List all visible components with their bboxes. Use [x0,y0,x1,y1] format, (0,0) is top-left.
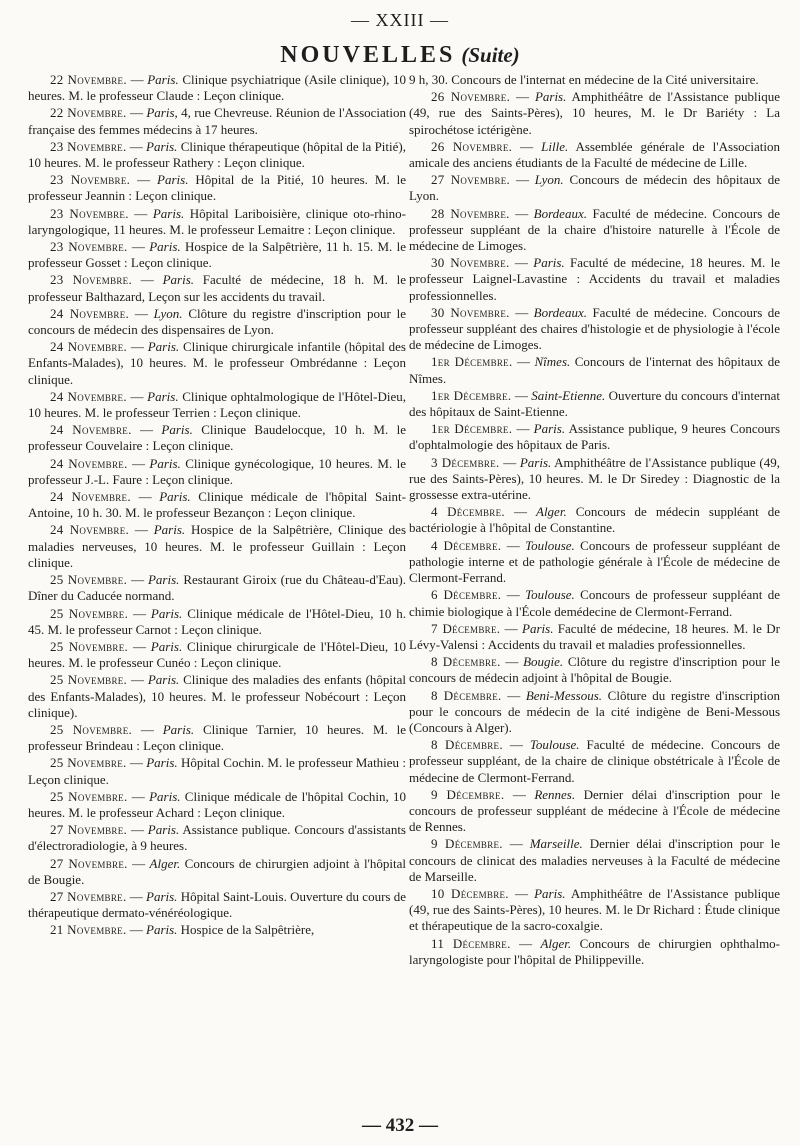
entry-city: Paris. [533,255,565,271]
entry-text: Concours de chirurgien ophthalmo-laryngologiste pour l'hôpital de Philippeville. [409,935,781,967]
entry-text: Faculté de médecine. Concours de professeur suppléant des chaires d'histologie et de physiologie à l'école de médecine de Limoges. [409,304,780,353]
news-entry [28,889,406,921]
entry-separator: — [127,672,148,688]
entry-date: 25 Novembre. [50,672,128,688]
right-column [409,72,780,969]
entry-text: Concours de professeur suppléant de pathologie interne et de pathologie générale à l'École de médecine de Clermont-Ferrand. [409,537,781,586]
entry-date: 23 Novembre. [50,138,127,154]
entry-city: Paris. [147,339,180,355]
entry-text: Faculté de médecine, 18 heures. M. le professeur Laignel-Lavastine : Accidents du travail et maladies professionnelles. [409,255,780,303]
entry-separator: — [512,354,535,370]
news-entry [28,139,406,171]
news-entry [409,936,780,968]
entry-city: Paris. [533,421,566,437]
entry-separator: — [126,888,147,904]
news-entry [28,856,406,888]
news-entry [409,206,780,255]
entry-separator: — [501,537,526,553]
entry-city: Paris. [146,755,178,771]
entry-city: Paris. [150,605,183,621]
entry-date: 8 Décembre. [431,687,502,703]
entry-separator: — [127,239,150,255]
entry-city: Paris. [152,205,185,221]
entry-separator: — [501,587,526,603]
entry-city: Paris. [147,388,179,404]
entry-separator: — [129,305,154,321]
news-entry [28,239,406,271]
entry-text: Clinique médicale de l'hôpital Cochin, 10 heures. M. le professeur Achard : Leçon clinique. [28,788,407,820]
entry-date: 11 Décembre. [431,935,511,951]
entry-date: 1er Décembre. [431,354,513,370]
entry-city: Alger. [540,935,572,951]
section-heading [0,42,800,69]
entry-city: Marseille. [529,836,583,852]
entry-city: Paris, [146,105,178,121]
entry-text: Clinique gynécologique, 10 heures. M. le professeur J.-L. Faure : Leçon clinique. [28,455,407,487]
news-entry [409,388,780,420]
entry-date: 23 Novembre. [50,239,128,255]
entry-date: 23 Novembre. [50,205,129,221]
entry-date: 30 Novembre. [431,255,510,271]
news-entry [409,587,780,619]
entry-separator: — [127,855,150,871]
news-entry [28,522,406,571]
entry-text: Amphithéâtre de l'Assistance publique (49, rue des Saints-Pères), 10 heures. M. le Dr Richard : Étude clinique et thérapeutique de la sacro-coxalgie. [409,885,781,934]
entry-text: Concours de chirurgien adjoint à l'hôpital de Bougie. [28,855,406,887]
news-entry [28,822,406,854]
entry-text: Concours de médecin suppléant de bactériologie à l'hôpital de Constantine. [409,504,780,536]
entry-text: Assemblée générale de l'Association amicale des anciens étudiants de la Faculté de médecine de Lille. [409,138,780,171]
entry-date: 24 Novembre. [50,305,130,321]
news-entry [28,922,406,938]
left-column [28,72,406,940]
entry-text: Clinique Baudelocque, 10 h. M. le professeur Couvelaire : Leçon clinique. [28,422,406,454]
news-entry [28,755,406,787]
entry-separator: — [504,504,536,520]
entry-city: Paris. [159,489,191,505]
entry-city: Bordeaux. [533,205,587,221]
entry-city: Paris. [519,454,552,470]
news-entry [28,206,406,238]
page-number: — 432 — [362,1115,438,1136]
entry-text: Hôpital Cochin. M. le professeur Mathieu : Leçon clinique. [28,755,406,787]
entry-city: Paris. [147,72,179,87]
entry-text: Clinique chirurgicale infantile (hôpital des Enfants-Malades), 10 heures. M. le professeur Ombrédanne : Leçon clinique. [28,339,406,387]
news-entry [28,639,406,671]
entry-separator: — [509,255,534,271]
news-entry [28,672,406,721]
entry-text: Restaurant Giroix (rue du Château-d'Eau). Dîner du Caducée normand. [28,572,406,604]
news-entry [28,306,406,338]
entry-text: Amphithéâtre de l'Assistance publique (49, rue des Saints-Pères), 10 heures. M. le Dr Siredey : Diagnostic de la grossesse extra-utérine. [409,454,781,503]
entry-separator: — [502,737,530,753]
entry-city: Beni-Messous. [525,687,603,703]
entry-text: Clinique ophtalmologique de l'Hôtel-Dieu, 10 heures. M. le professeur Terrien : Leçon clinique. [28,388,406,421]
entry-text: Amphithéâtre de l'Assistance publique (49, rue des Saints-Pères), 10 heures, M. le Dr Bariéty : La spirochétose ictérigène. [409,89,781,137]
entry-text: 4, rue Chevreuse. Réunion de l'Association française des femmes médecins à 17 heures. [28,105,407,137]
news-entry [409,836,780,885]
entry-text: Assistance publique. Concours d'assistants d'électroradiologie, à 9 heures. [28,822,406,854]
entry-city: Paris. [146,138,178,154]
section-subtitle: (Suite) [461,43,520,67]
entry-separator: — [132,721,163,737]
news-entry [409,172,780,204]
entry-date: 8 Décembre. [431,737,503,753]
entry-date: 23 Novembre. [50,272,133,288]
entry-city: Paris. [146,922,178,938]
entry-city: Paris. [534,89,567,105]
entry-city: Paris. [149,455,181,471]
news-entry [28,489,406,521]
entry-separator: — [126,105,147,121]
entry-date: 30 Novembre. [431,304,510,320]
entry-date: 26 Novembre. [431,138,513,154]
entry-date: 25 Novembre. [50,572,128,588]
news-entry [28,722,406,754]
news-entry [409,654,780,686]
entry-city: Paris. [147,672,180,688]
entry-separator: — [500,620,523,636]
entry-separator: — [512,421,534,437]
entry-text: Dernier délai d'inscription pour le concours de professeur suppléant de médecine à l'École de médecine de Rennes. [409,786,780,835]
entry-city: Toulouse. [525,587,575,603]
news-entry [409,354,780,386]
entry-text: Clôture du registre d'inscription pour le concours de médecin adjoint à l'hôpital de Bougie. [409,654,780,686]
news-entry [28,272,406,304]
entry-text: Dernier délai d'inscription pour le concours de clinicat des maladies nerveuses à la Faculté de médecine de Marseille. [409,836,781,884]
entry-separator: — [126,388,148,404]
entry-separator: — [511,387,532,403]
section-title: NOUVELLES [280,42,456,68]
entry-date: 27 Novembre. [431,172,511,188]
entry-city: Rennes. [534,786,576,802]
entry-city: Paris. [147,572,180,588]
entry-city: Bordeaux. [533,304,587,320]
entry-city: Toulouse. [529,737,580,753]
entry-city: Alger. [149,855,181,871]
entry-date: 25 Novembre. [50,638,129,654]
entry-separator: — [126,755,147,771]
news-entry [28,456,406,488]
entry-text: Clinique thérapeutique (hôpital de la Pitié), 10 heures. M. le professeur Rathery : Leçon clinique. [28,138,406,171]
entry-text: Clinique médicale de l'Hôtel-Dieu, 10 h. 45. M. le professeur Carnot : Leçon clinique. [28,605,406,637]
news-entry [409,421,780,453]
entry-date: 7 Décembre. [431,620,501,636]
news-entry [409,504,780,536]
roman-page-number: — XXIII — [351,10,449,30]
entry-text: Clinique des maladies des enfants (hôpital des Enfants-Malades), 10 heures. M. le professeur Nobécourt : Leçon clinique). [28,672,406,720]
entry-date: 1er Décembre. [431,387,512,403]
news-entry [409,787,780,836]
entry-date: 4 Décembre. [431,504,505,520]
entry-separator: — [127,788,150,804]
entry-date: 23 Novembre. [50,172,131,188]
entry-separator: — [128,638,151,654]
entry-date: 24 Novembre. [50,422,132,438]
news-entry [409,621,780,653]
news-entry [409,737,780,786]
entry-separator: — [129,522,154,538]
entry-separator: — [126,138,147,154]
news-entry [28,339,406,388]
entry-date: 28 Novembre. [431,205,510,221]
entry-date: 27 Novembre. [50,822,128,838]
entry-text: Clinique psychiatrique (Asile clinique), 10 heures. M. le professeur Claude : Leçon clinique. [28,72,406,104]
news-entry [409,255,780,304]
entry-text: Hôpital Lariboisière, clinique oto-rhino-laryngologique, 11 heures. M. le professeur Lemaitre : Leçon clinique. [28,205,407,237]
news-entry [28,572,406,604]
entry-city: Paris. [147,822,180,838]
entry-separator: — [132,272,163,288]
entry-separator: — [127,339,148,355]
entry-date: 21 Novembre. [50,922,127,938]
entry-text: Clôture du registre d'inscription pour le concours de médecin des dispensaires de Lyon. [28,305,406,338]
entry-text: Concours de professeur suppléant de chimie biologique à l'École demédecine de Clermont-Ferrand. [409,587,781,619]
entry-separator: — [509,304,534,320]
entry-date: 25 Novembre. [50,605,129,621]
entry-city: Nîmes. [534,354,571,370]
entry-separator: — [510,172,535,188]
entry-separator: — [126,72,148,87]
news-entry [28,606,406,638]
news-entry [28,422,406,454]
entry-text: Clinique médicale de l'hôpital Saint-Antoine, 10 h. 30. M. le professeur Bezançon : Leçon clinique. [28,489,406,521]
entry-date: 3 Décembre. [431,454,500,470]
news-entry [409,688,780,737]
entry-date: 26 Novembre. [431,89,511,105]
entry-date: 24 Novembre. [50,455,128,471]
entry-date: 4 Décembre. [431,537,502,553]
entry-text: Ouverture du concours d'internat des hôpitaux de Saint-Etienne. [409,387,780,420]
entry-date: 9 Décembre. [431,786,505,802]
entry-city: Alger. [536,504,567,520]
entry-city: Paris. [157,172,189,188]
news-entry [28,105,406,137]
entry-separator: — [131,422,162,438]
entry-separator: — [499,454,520,470]
entry-separator: — [128,605,151,621]
entry-date: 25 Novembre. [50,721,133,737]
entry-city: Paris. [150,638,183,654]
entry-city: Lyon. [534,172,564,188]
entry-date: 27 Novembre. [50,888,127,904]
entry-text: Faculté de médecine. Concours de professeur suppléant de la chaire d'histoire naturelle à l'École de médecine de Limoges. [409,205,780,254]
news-entry [409,538,780,587]
entry-separator: — [501,687,526,703]
entry-text: Assistance publique, 9 heures Concours d'ophtalmologie des hôpitaux de Paris. [409,421,781,453]
entry-separator: — [130,489,160,505]
entry-city: Lyon. [153,305,183,321]
entry-date: 8 Décembre. [431,654,501,670]
entry-date: 24 Novembre. [50,339,128,355]
entry-date: 24 Novembre. [50,489,131,505]
entry-separator: — [126,922,146,938]
entry-text: Hôpital de la Pitié, 10 heures. M. le professeur Jeannin : Leçon clinique. [28,172,406,204]
entry-date: 24 Novembre. [50,522,130,538]
news-entry [409,886,780,935]
entry-separator: — [127,572,148,588]
entry-text: Faculté de médecine. Concours de professeur suppléant, de la chaire de clinique obstétricale à l'École de médecine de Clermont-Ferrand. [409,737,780,785]
entry-text: Clôture du registre d'inscription pour le concours de médecin de la cité indigène de Beni-Messous (Concours à Alger). [409,687,780,735]
entry-date: 9 Décembre. [431,836,503,852]
entry-date: 10 Décembre. [431,885,509,901]
entry-date: 24 Novembre. [50,388,127,404]
entry-city: Paris. [162,272,195,288]
entry-text: Concours de médecin des hôpitaux de Lyon. [409,172,780,204]
continuation-text: 9 h, 30. Concours de l'internat en médecine de la Cité universitaire. [409,72,759,87]
news-entry [28,389,406,421]
entry-city: Paris. [534,885,566,901]
entry-date: 6 Décembre. [431,587,502,603]
entry-city: Toulouse. [525,537,575,553]
entry-city: Paris. [161,422,193,438]
entry-city: Paris. [522,620,554,636]
entry-separator: — [504,786,535,802]
entry-separator: — [509,205,534,221]
entry-text: Hôpital Saint-Louis. Ouverture du cours de thérapeutique dermato-vénéréologique. [28,888,406,921]
news-entry [28,789,406,821]
entry-separator: — [510,935,541,951]
entry-separator: — [510,89,535,105]
entry-city: Paris. [162,721,195,737]
right-entries [409,89,780,968]
entry-separator: — [127,455,150,471]
entry-separator: — [128,205,153,221]
entry-separator: — [500,654,524,670]
entry-text: Faculté de médecine, 18 h. M. le professeur Balthazard, Leçon sur les accidents du travail. [28,272,407,304]
news-entry [409,89,780,138]
entry-separator: — [130,172,158,188]
entry-separator: — [502,836,530,852]
entry-separator: — [512,138,542,154]
entry-text: Hospice de la Salpêtrière, Clinique des maladies nerveuses, 10 heures. M. le professeur Guillain : Leçon clinique. [28,522,407,570]
entry-text: Hospice de la Salpêtrière, [177,922,315,938]
entry-text: Hospice de la Salpêtrière, 11 h. 15. M. le professeur Gosset : Leçon clinique. [28,239,406,271]
entry-text: Concours de l'internat des hôpitaux de Nîmes. [409,354,780,386]
entry-separator: — [127,822,148,838]
entry-date: 27 Novembre. [50,855,128,871]
entry-separator: — [508,885,535,901]
entry-city: Lille. [541,138,569,154]
entry-date: 1er Décembre. [431,421,513,437]
entry-date: 25 Novembre. [50,755,127,771]
entry-city: Saint-Etienne. [531,387,606,403]
entry-text: Faculté de médecine, 18 heures. M. le Dr Lévy-Valensi : Accidents du travail et maladies professionnelles. [409,620,780,652]
entry-date: 22 Novembre. [50,72,127,87]
entry-city: Paris. [146,888,178,904]
entry-text: Clinique Tarnier, 10 heures. M. le professeur Brindeau : Leçon clinique. [28,721,407,754]
news-entry [28,72,406,104]
news-entry [409,139,780,171]
entry-city: Paris. [153,522,186,538]
entry-city: Paris. [149,239,181,255]
entry-date: 22 Novembre. [50,105,127,121]
entry-city: Bougie. [523,654,564,670]
news-entry [28,172,406,204]
entry-date: 25 Novembre. [50,788,128,804]
news-entry [409,305,780,354]
entry-text: Clinique chirurgicale de l'Hôtel-Dieu, 10 heures. M. le professeur Cunéo : Leçon clinique. [28,638,406,671]
news-entry [409,455,780,504]
entry-city: Paris. [149,788,181,804]
